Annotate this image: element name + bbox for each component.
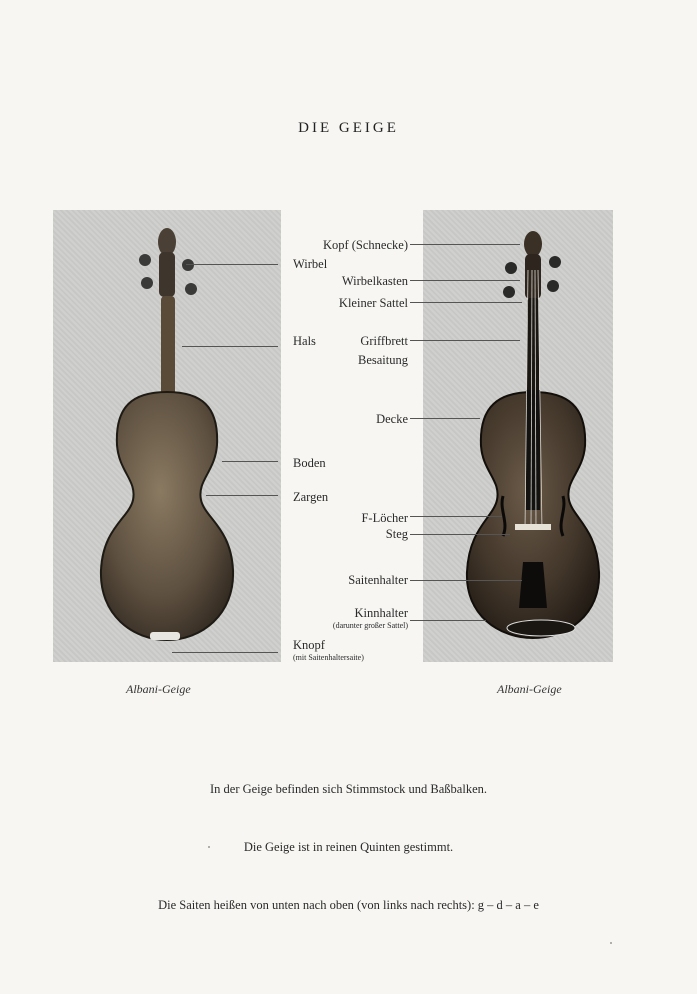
violin-back-illustration: [53, 210, 281, 662]
leader-griffbrett: [410, 340, 520, 341]
label-saitenhalter: Saitenhalter: [348, 573, 408, 587]
leader-boden: [222, 461, 278, 462]
label-knopf: Knopf: [293, 638, 325, 652]
leader-f-loecher: [410, 516, 502, 517]
leader-zargen: [206, 495, 278, 496]
label-boden: Boden: [293, 456, 326, 470]
label-kopf: Kopf (Schnecke): [322, 238, 408, 252]
label-griffbrett: Griffbrett: [360, 334, 408, 348]
leader-hals: [182, 346, 278, 347]
label-hals: Hals: [293, 334, 316, 348]
page-title: DIE GEIGE: [298, 120, 399, 136]
label-knopf-group: [293, 638, 364, 662]
leader-kinnhalter: [410, 620, 486, 621]
caption-right: Albani-Geige: [497, 682, 562, 696]
leader-steg: [410, 534, 510, 535]
leader-decke: [410, 418, 480, 419]
speck-mark: [610, 942, 612, 944]
label-decke: Decke: [376, 412, 408, 426]
leader-knopf: [172, 652, 278, 653]
label-f-loecher: F-Löcher: [361, 511, 408, 525]
violin-front-illustration: [423, 210, 613, 662]
leader-kleiner-sattel: [410, 302, 522, 303]
label-kinnhalter-group: [333, 606, 408, 630]
text-line-2: Die Geige ist in reinen Quinten gestimmt.: [243, 840, 454, 854]
label-zargen: Zargen: [293, 490, 329, 504]
speck-mark: [208, 846, 210, 848]
violin-front-photo: [423, 210, 613, 662]
caption-left: Albani-Geige: [126, 682, 191, 696]
label-knopf-note: (mit Saitenhaltersaite): [293, 653, 364, 662]
label-besaitung: Besaitung: [358, 353, 408, 367]
label-wirbelkasten: Wirbelkasten: [341, 274, 408, 288]
label-wirbel: Wirbel: [293, 257, 328, 271]
leader-saitenhalter: [410, 580, 522, 581]
label-kinnhalter-note: (darunter großer Sattel): [332, 621, 408, 630]
text-line-1: In der Geige befinden sich Stimmstock und Baßbalken.: [209, 782, 488, 796]
label-kinnhalter: Kinnhalter: [354, 606, 408, 620]
label-steg: Steg: [385, 527, 408, 541]
leader-wirbelkasten: [410, 280, 520, 281]
violin-back-photo: [53, 210, 281, 662]
leader-kopf: [410, 244, 520, 245]
label-kleiner-sattel: Kleiner Sattel: [338, 296, 408, 310]
leader-wirbel: [186, 264, 278, 265]
text-line-3: Die Saiten heißen von unten nach oben (von links nach rechts): g – d – a – e: [158, 898, 539, 912]
